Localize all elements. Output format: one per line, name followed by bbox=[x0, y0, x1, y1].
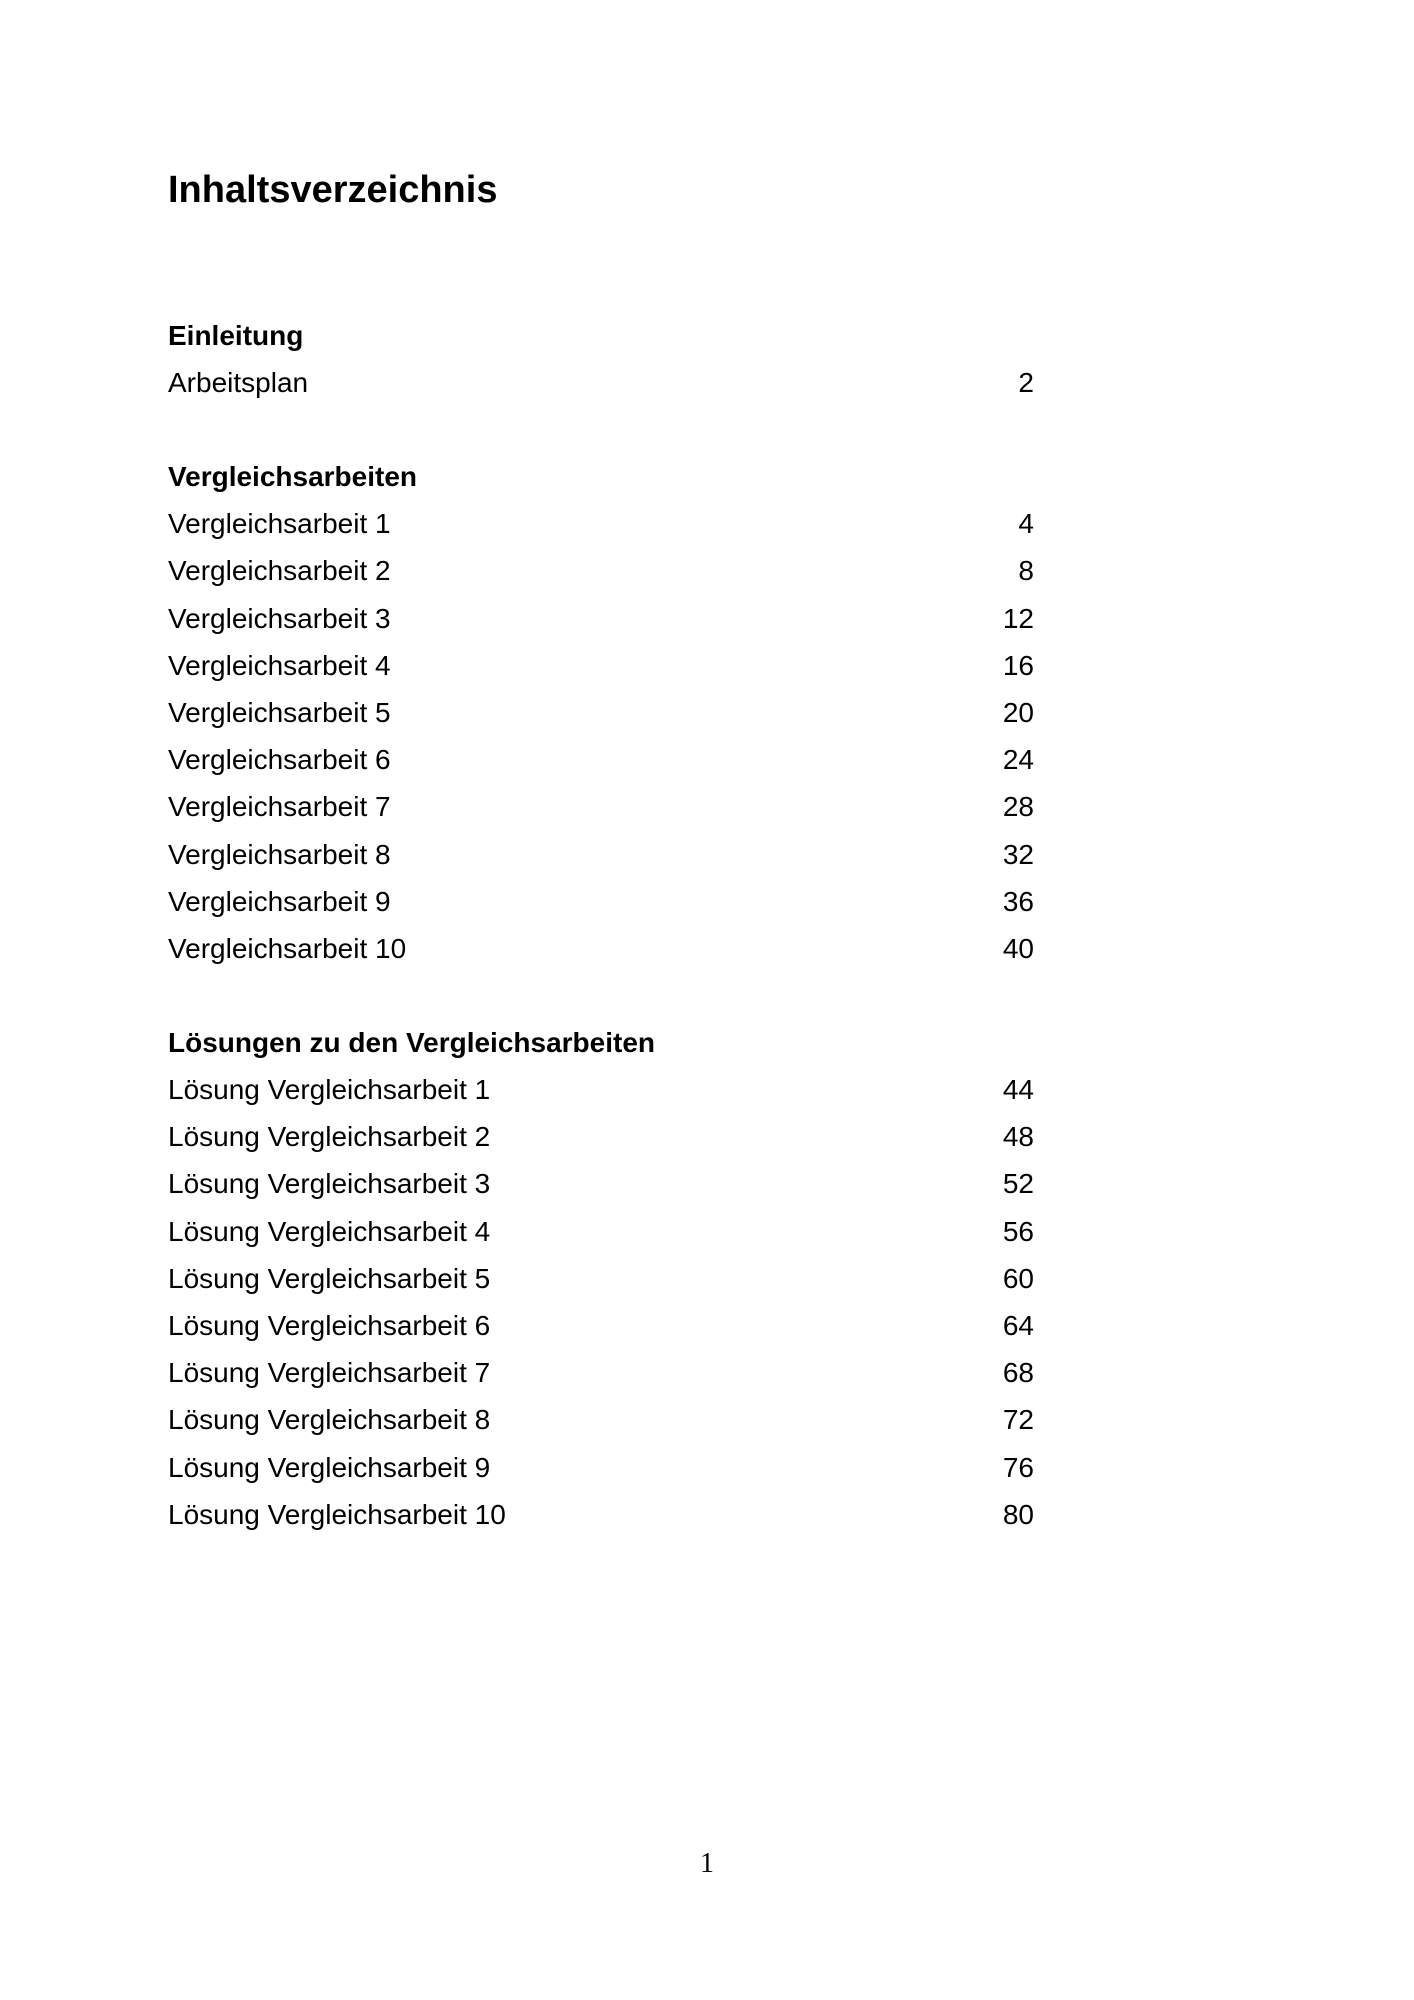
section-heading: Vergleichsarbeiten bbox=[168, 461, 418, 493]
entry-page-number: 24 bbox=[1002, 744, 1034, 776]
section-heading: Lösungen zu den Vergleichsarbeiten bbox=[168, 1027, 655, 1059]
entry-label: Lösung Vergleichsarbeit 7 bbox=[168, 1357, 491, 1389]
section-heading: Einleitung bbox=[168, 320, 304, 351]
toc-entry bbox=[168, 1444, 1034, 1491]
page-footer-number: 1 bbox=[700, 1848, 714, 1879]
toc-entry bbox=[168, 925, 1034, 972]
toc-section-einleitung bbox=[168, 312, 1034, 406]
entry-label: Vergleichsarbeit 4 bbox=[168, 649, 391, 681]
toc-entry bbox=[168, 1208, 1034, 1255]
entry-label: Vergleichsarbeit 9 bbox=[168, 885, 391, 917]
toc-entry bbox=[168, 1066, 1034, 1113]
entry-label: Lösung Vergleichsarbeit 8 bbox=[168, 1404, 491, 1436]
entry-label: Vergleichsarbeit 10 bbox=[168, 932, 407, 964]
toc-entry bbox=[168, 783, 1034, 830]
entry-page-number: 60 bbox=[1002, 1262, 1034, 1294]
entry-page-number: 68 bbox=[1002, 1357, 1034, 1389]
entry-label: Lösung Vergleichsarbeit 3 bbox=[168, 1168, 491, 1200]
entry-label: Vergleichsarbeit 7 bbox=[168, 791, 391, 823]
toc-entry bbox=[168, 1396, 1034, 1443]
entry-page-number: 64 bbox=[1002, 1310, 1034, 1341]
toc-entry bbox=[168, 595, 1034, 642]
toc-entry bbox=[168, 1255, 1034, 1302]
toc-entry bbox=[168, 831, 1034, 878]
entry-label: Lösung Vergleichsarbeit 9 bbox=[168, 1451, 491, 1483]
toc-entry bbox=[168, 878, 1034, 925]
toc-entry bbox=[168, 359, 1034, 406]
toc-entry bbox=[168, 642, 1034, 689]
toc-entry bbox=[168, 547, 1034, 594]
entry-label: Vergleichsarbeit 1 bbox=[168, 508, 391, 540]
toc-entry bbox=[168, 1302, 1034, 1349]
toc-entry bbox=[168, 1349, 1034, 1396]
entry-page-number: 28 bbox=[1002, 791, 1034, 823]
entry-page-number: 8 bbox=[1018, 555, 1034, 587]
toc-entry bbox=[168, 1160, 1034, 1207]
entry-page-number: 52 bbox=[1002, 1168, 1034, 1200]
entry-page-number: 44 bbox=[1002, 1074, 1034, 1106]
entry-page-number: 2 bbox=[1018, 367, 1034, 398]
entry-page-number: 12 bbox=[1002, 602, 1034, 634]
entry-page-number: 56 bbox=[1002, 1215, 1034, 1247]
entry-label: Lösung Vergleichsarbeit 5 bbox=[168, 1262, 491, 1294]
toc-entry bbox=[168, 1491, 1034, 1538]
entry-page-number: 4 bbox=[1018, 508, 1034, 540]
entry-label: Vergleichsarbeit 3 bbox=[168, 602, 391, 634]
entry-page-number: 16 bbox=[1002, 649, 1034, 681]
entry-page-number: 48 bbox=[1002, 1121, 1034, 1153]
entry-label: Lösung Vergleichsarbeit 10 bbox=[168, 1498, 506, 1530]
entry-label: Vergleichsarbeit 5 bbox=[168, 696, 391, 728]
toc-section-loesungen bbox=[168, 1019, 1034, 1538]
entry-label: Vergleichsarbeit 8 bbox=[168, 838, 391, 870]
toc-title: Inhaltsverzeichnis bbox=[168, 169, 498, 211]
toc-entry bbox=[168, 736, 1034, 783]
entry-label: Vergleichsarbeit 2 bbox=[168, 555, 391, 587]
entry-label: Lösung Vergleichsarbeit 1 bbox=[168, 1074, 491, 1106]
table-of-contents bbox=[168, 312, 1034, 1585]
entry-page-number: 32 bbox=[1002, 838, 1034, 870]
entry-page-number: 76 bbox=[1002, 1451, 1034, 1483]
entry-label: Arbeitsplan bbox=[168, 367, 309, 398]
entry-page-number: 72 bbox=[1002, 1404, 1034, 1436]
entry-label: Lösung Vergleichsarbeit 2 bbox=[168, 1121, 491, 1153]
toc-entry bbox=[168, 500, 1034, 547]
entry-page-number: 36 bbox=[1002, 885, 1034, 917]
toc-entry bbox=[168, 689, 1034, 736]
toc-entry bbox=[168, 1113, 1034, 1160]
entry-label: Vergleichsarbeit 6 bbox=[168, 744, 391, 776]
entry-page-number: 80 bbox=[1002, 1498, 1034, 1530]
entry-page-number: 40 bbox=[1002, 932, 1034, 964]
entry-label: Lösung Vergleichsarbeit 6 bbox=[168, 1310, 491, 1341]
entry-page-number: 20 bbox=[1002, 696, 1034, 728]
entry-label: Lösung Vergleichsarbeit 4 bbox=[168, 1215, 491, 1247]
toc-section-vergleichsarbeiten bbox=[168, 453, 1034, 972]
